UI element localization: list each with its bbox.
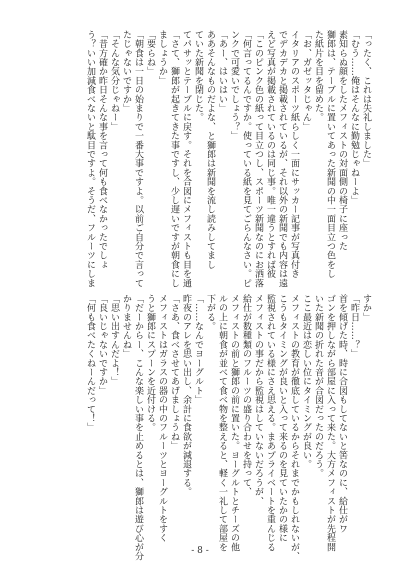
text-line: ンクで可愛いでしょう？」 [229,30,239,141]
text-line: メフィストはガラスの器の中のフルーツとヨーグルトをすく [157,294,167,543]
text-line: 昨夜のアレを思い出し、余計に食欲が減退する。 [181,294,191,497]
text-line: いた新聞の折れた音が合図だったのだろう。 [313,294,323,478]
text-line: メフィストの教育が徹底しているからそれまでかもしれないが、 [289,294,299,561]
text-line: メフィストの前と獅郎の前に置いた。ヨーグルトとチーズの他 [229,294,239,552]
text-line: 「……なんでヨーグルト」 [193,294,203,405]
text-line: 「このピンク色の紙って目立つし、スポーツ新聞なのにお洒落 [253,30,263,288]
text-line: ましょうか」 [157,30,167,86]
text-line: た紙片を目を留めた。 [313,30,323,122]
text-line: ああそんなものだよな、と獅郎は新聞を流し読みしてまし [205,30,215,270]
text-line: でデカデカと掲載されているが、それ以外の新聞でも内容は遠 [277,30,287,288]
text-line: ここ最近は恋しい位にタイミングが良い。 [301,294,311,469]
text-line: すか」 [361,294,371,322]
text-line: 獅郎は、テーブルに置いてあった新聞の中一面目立つ色をし [325,30,335,279]
text-line: ルの上に朝食が並べて食べ物を整えると、軽く一礼して部屋を [217,294,227,552]
text-line: 給仕が数種類のフルーツの盛り合わせを持って、 [241,294,251,497]
text-line: ていた新聞を閉じた。 [193,30,203,122]
page-number: - 8 - [191,546,209,556]
text-line: う？いい加減食べないと駄目ですよ。そうだ、フルーツにしま [85,30,95,288]
text-line: えど写真が掲載されているのは同じ事。唯一違うとすれば彼 [265,30,275,279]
text-line: 「あー、はいはい」 [217,30,227,113]
text-line: 「むう……俺はそんなに勤勉じゃねーよ」 [349,30,359,205]
text-line: てパサッとテーブルに戻す。それを合図にメフィストも目を通 [181,30,191,288]
text-line: 「良いじゃないですか」 [97,294,107,396]
text-line: 「昔方確か昨日そんな事を言って何も食べなかったでしょ [97,30,107,270]
text-line: 「朝食は一日の始まりで一番大事ですよ。以前ご自分で言って [133,30,143,288]
upper-text-block [22,30,372,288]
text-line: 「さあ、食べさせてあげましょうね」 [169,294,179,451]
text-line: 素知らぬ顔をしたメフィストの対面側の椅子に座った [337,30,347,251]
text-line: 「要らね」 [145,30,155,76]
text-line: 「何言ってるんですか。使っている紙を見てごらんなさい。ピ [241,30,251,288]
text-line: かりませんね」 [121,294,131,359]
text-line: 首を傾げた時、時に合図もしてないと筈なのに、給仕がワ [337,294,347,534]
text-line: 「お、ガゼッタじゃん」 [301,30,311,132]
text-line: イタリアのスポーツ紙らしく一面にサッカー記事が写真付き [289,30,299,279]
text-line: 「だーからー、こんな楽しい事を止めるとは、獅郎は遊び心が分 [133,294,143,561]
text-line: 「ったく、これは失礼しました」 [361,30,371,168]
text-line: たじゃないですか」 [121,30,131,113]
text-line: 「さて、獅郎が起きてきた事ですし、少し遅いですが朝食にし [169,30,179,288]
text-line: メフィストの事だから監視はしていないだろうが、 [253,294,263,506]
text-line: ゴンを押しながら部屋に入って来た。大方メフィストが先程開 [325,294,335,552]
text-line: 「思い出すんだよ！」 [109,294,119,386]
text-line: 監視されている様にさえ思える。まあプライベートを重んじる [265,294,275,552]
text-line: うと獅郎にスプーンを近付ける。 [145,294,155,432]
text-line: 「そんな気分じゃねー」 [109,30,119,132]
lower-text-block [22,294,372,561]
text-line: 「何も食べたくねーんだって！」 [85,294,95,432]
text-line: 下がる。 [205,294,215,331]
text-line: こうもタイミングが良いと入って来るのを見ていたかの様に [277,294,287,543]
text-line: 「昨日……？」 [349,294,359,359]
